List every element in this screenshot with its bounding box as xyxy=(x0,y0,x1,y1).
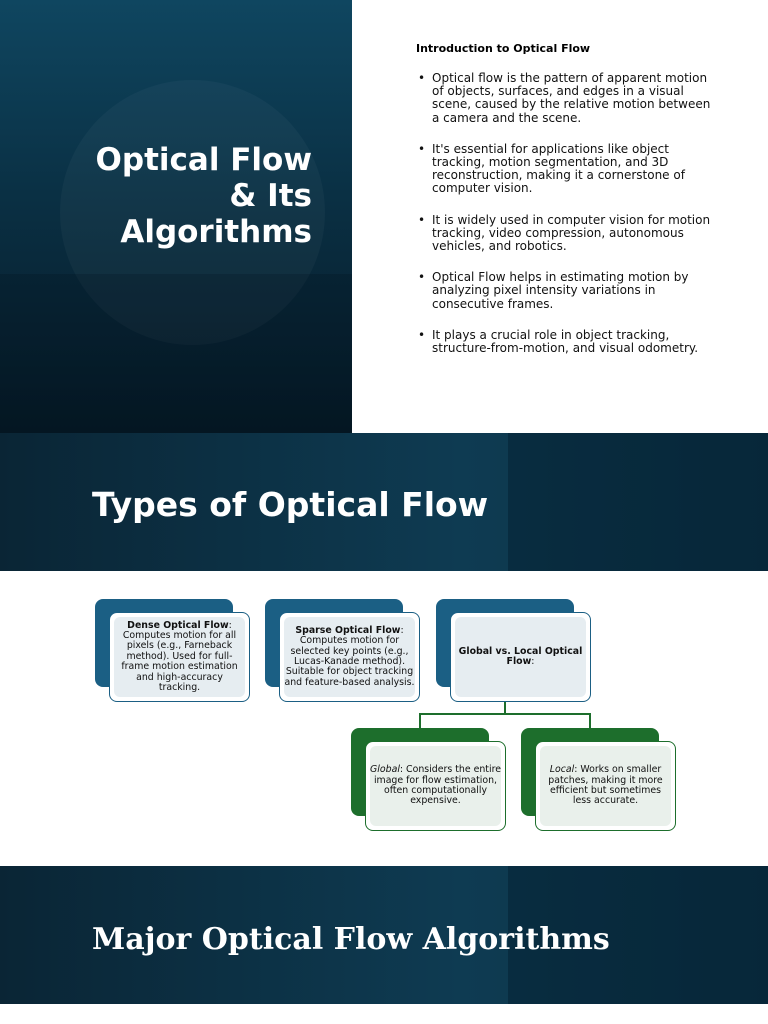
card-desc: : Works on smaller patches, making it more efficient but sometimes less accurate. xyxy=(548,764,663,807)
card-desc: : Computes motion for selected key points (e.g., Lucas-Kanade method). Suitable for object tracking and feature-based analysis. xyxy=(284,624,415,688)
types-diagram xyxy=(0,571,768,866)
bullet-item xyxy=(416,72,716,125)
section-title: Major Optical Flow Algorithms xyxy=(92,922,610,957)
intro-heading: Introduction to Optical Flow xyxy=(416,42,591,55)
bullet-text: It plays a crucial role in object tracking, structure-from-motion, and visual odometry. xyxy=(432,327,699,356)
card-text xyxy=(455,647,586,668)
content-panel xyxy=(352,0,768,433)
card-term: Global vs. Local Optical Flow xyxy=(458,645,583,667)
bullet-dot: • xyxy=(418,141,426,156)
bullet-dot: • xyxy=(418,212,426,227)
card-desc: : Considers the entire image for flow estimation, often computationally expensive. xyxy=(373,764,501,807)
bullet-text: It is widely used in computer vision for motion tracking, video compression, autonomous vehicles, and robotics. xyxy=(432,212,711,254)
bullet-item xyxy=(416,143,716,196)
card-term: Sparse Optical Flow xyxy=(295,624,401,636)
page-bottom xyxy=(0,1004,768,1024)
card-text xyxy=(540,765,671,807)
card-term: Dense Optical Flow xyxy=(127,619,229,631)
card-desc: : xyxy=(531,656,535,667)
bullet-dot: • xyxy=(418,270,426,285)
bullet-item xyxy=(416,329,716,355)
bullet-list xyxy=(416,72,716,373)
card-text xyxy=(284,626,415,688)
slide-intro xyxy=(0,0,768,433)
bullet-text: Optical flow is the pattern of apparent motion of objects, surfaces, and edges in a visual scene, caused by the relative motion between a camera and the scene. xyxy=(432,71,711,125)
connector-line xyxy=(419,713,421,728)
bullet-text: Optical Flow helps in estimating motion by analyzing pixel intensity variations in consecutive frames. xyxy=(432,270,689,311)
slide-title xyxy=(32,142,312,250)
card-box xyxy=(365,741,506,831)
bullet-item xyxy=(416,214,716,254)
connector-line xyxy=(419,713,590,715)
slide-title-line: & Its xyxy=(229,178,312,214)
card-box xyxy=(450,612,591,702)
card-box xyxy=(535,741,676,831)
decorative-panel xyxy=(508,433,768,571)
card-text xyxy=(370,765,501,807)
bullet-text: It's essential for applications like object tracking, motion segmentation, and 3D reconstruction, making it a cornerstone of computer vision. xyxy=(432,141,685,196)
card-term: Global xyxy=(370,764,400,776)
section-title: Types of Optical Flow xyxy=(92,485,489,524)
bullet-dot: • xyxy=(418,71,426,85)
card-text xyxy=(114,621,245,694)
slide-types-header xyxy=(0,433,768,571)
card-term: Local xyxy=(549,764,575,776)
card-box xyxy=(109,612,250,702)
bullet-item xyxy=(416,271,716,311)
decorative-band xyxy=(0,274,352,433)
slide-title-line: Optical Flow xyxy=(95,142,312,178)
card-desc: : Computes motion for all pixels (e.g., Farneback method). Used for full-frame motion estimation and high-accuracy tracking. xyxy=(121,619,238,694)
connector-line xyxy=(589,713,591,728)
card-box xyxy=(279,612,420,702)
slide-title-line: Algorithms xyxy=(120,214,312,250)
slide-algorithms-header xyxy=(0,866,768,1004)
bullet-dot: • xyxy=(418,327,426,342)
title-panel xyxy=(0,0,352,433)
